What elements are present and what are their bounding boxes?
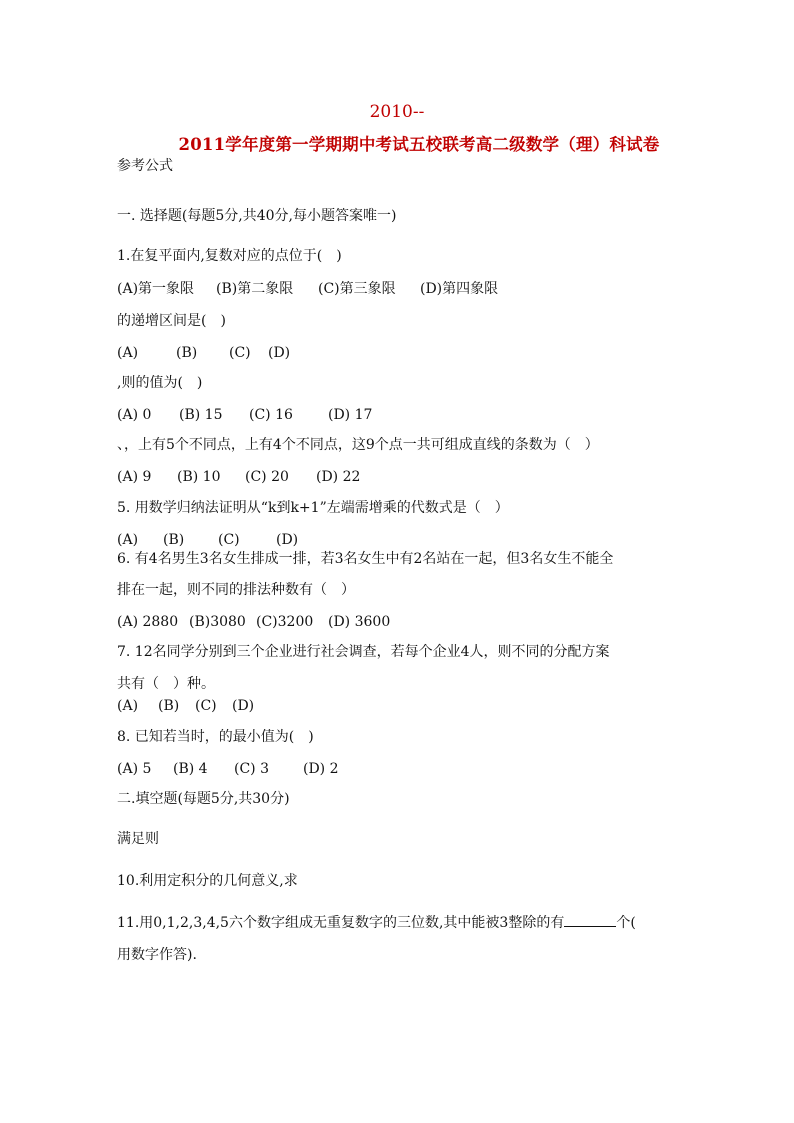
question-1-option-d: (D)第四象限 <box>420 281 499 297</box>
question-3-option-a: (A) 0 <box>117 407 152 423</box>
question-7-option-c: (C) <box>195 698 217 714</box>
question-8-option-d: (D) 2 <box>303 761 339 777</box>
fill-question-11-line-2: 用数字作答). <box>117 947 197 963</box>
fill-question-11-tail: 个( <box>616 915 636 931</box>
question-3-stem: ,则的值为( ) <box>117 375 203 391</box>
question-7-stem-line-1: 7. 12名同学分别到三个企业进行社会调查，若每个企业4人，则不同的分配方案 <box>117 644 610 660</box>
question-4-option-b: (B) 10 <box>177 469 221 485</box>
question-6-option-d: (D) 3600 <box>328 614 391 630</box>
question-2-option-c: (C) <box>229 345 251 361</box>
question-6-stem-line-2: 排在一起，则不同的排法种数有（ ） <box>117 582 355 598</box>
question-2-option-d: (D) <box>268 345 291 361</box>
question-7-stem-line-2: 共有（ ）种。 <box>117 676 215 692</box>
title-line-1: 2010-- <box>369 102 425 122</box>
answer-blank <box>564 914 616 927</box>
question-6-option-c: (C)3200 <box>256 614 314 630</box>
question-5-option-d: (D) <box>276 532 299 548</box>
question-8-stem: 8. 已知若当时，的最小值为( ) <box>117 729 314 745</box>
question-1-option-a: (A)第一象限 <box>117 281 195 297</box>
question-1-option-c: (C)第三象限 <box>318 281 396 297</box>
question-1-stem: 1.在复平面内,复数对应的点位于( ) <box>117 248 342 264</box>
question-5-option-b: (B) <box>163 532 185 548</box>
reference-formula-label: 参考公式 <box>117 158 173 174</box>
question-4-option-a: (A) 9 <box>117 469 152 485</box>
question-7-option-a: (A) <box>117 698 139 714</box>
fill-question-11-text: 11.用0,1,2,3,4,5六个数字组成无重复数字的三位数,其中能被3整除的有 <box>117 915 565 931</box>
question-2-stem: 的递增区间是( ) <box>117 313 226 329</box>
question-4-option-d: (D) 22 <box>316 469 361 485</box>
question-2-option-a: (A) <box>117 345 139 361</box>
question-3-option-c: (C) 16 <box>249 407 293 423</box>
question-4-stem: 、，上有5个不同点，上有4个不同点，这9个点一共可组成直线的条数为（ ） <box>117 437 599 453</box>
question-8-option-b: (B) 4 <box>173 761 208 777</box>
question-7-option-d: (D) <box>232 698 255 714</box>
question-6-option-b: (B)3080 <box>189 614 246 630</box>
fill-question-11-line-1 <box>117 914 636 932</box>
question-5-option-c: (C) <box>218 532 240 548</box>
fill-question-9: 满足则 <box>117 831 159 847</box>
question-3-option-b: (B) 15 <box>179 407 223 423</box>
fill-question-10: 10.利用定积分的几何意义,求 <box>117 873 298 889</box>
question-3-option-d: (D) 17 <box>328 407 373 423</box>
question-2-option-b: (B) <box>176 345 198 361</box>
question-6-stem-line-1: 6. 有4名男生3名女生排成一排，若3名女生中有2名站在一起，但3名女生不能全 <box>117 551 614 567</box>
question-1-option-b: (B)第二象限 <box>216 281 294 297</box>
question-4-option-c: (C) 20 <box>245 469 289 485</box>
section2-heading: 二.填空题(每题5分,共30分) <box>117 791 290 807</box>
question-7-option-b: (B) <box>158 698 180 714</box>
question-8-option-c: (C) 3 <box>234 761 269 777</box>
section1-heading: 一. 选择题(每题5分,共40分,每小题答案唯一) <box>117 208 397 224</box>
question-8-option-a: (A) 5 <box>117 761 152 777</box>
title-line-2: 2011学年度第一学期期中考试五校联考高二级数学（理）科试卷 <box>178 135 660 154</box>
question-5-stem: 5. 用数学归纳法证明从“k到k+1”左端需增乘的代数式是（ ） <box>117 500 509 516</box>
question-6-option-a: (A) 2880 <box>117 614 179 630</box>
question-5-option-a: (A) <box>117 532 139 548</box>
